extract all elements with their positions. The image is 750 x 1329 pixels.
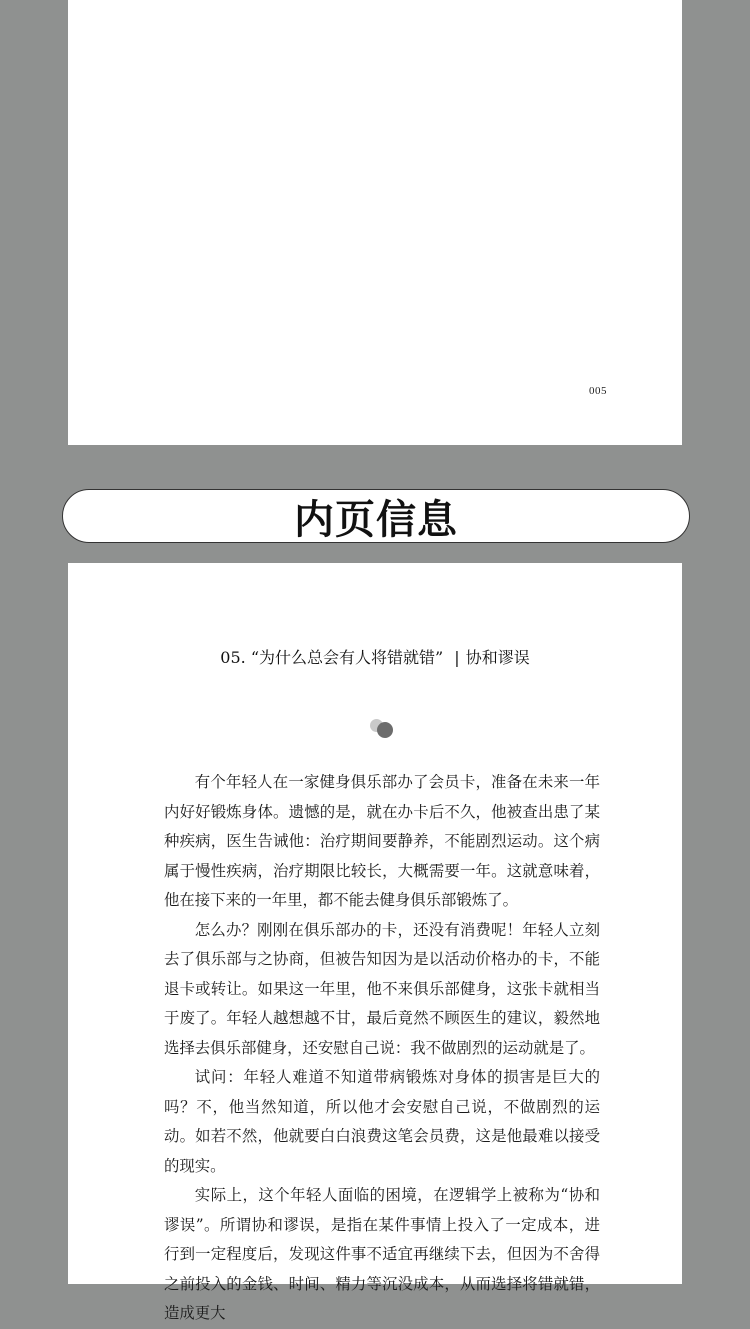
inner-page bbox=[68, 563, 682, 1322]
paragraph: 有个年轻人在一家健身俱乐部办了会员卡，准备在未来一年内好好锻炼身体。遗憾的是，就在办卡后不久，他被查出患了某种疾病，医生告诫他：治疗期间要静养，不能剧烈运动。这个病属于慢性疾病，治疗期限比较长，大概需要一年。这就意味着，他在接下来的一年里，都不能去健身俱乐部锻炼了。 bbox=[164, 773, 600, 909]
previous-page bbox=[68, 0, 682, 445]
chapter-separator: | bbox=[454, 648, 460, 667]
chapter-title: “为什么总会有人将错就错” bbox=[250, 648, 444, 667]
paragraph: 实际上，这个年轻人面临的困境，在逻辑学上被称为“协和谬误”。所谓协和谬误，是指在某件事情上投入了一定成本，进行到一定程度后，发现这件事不适宜再继续下去，但因为不舍得之前投入的金钱、时间、精力等沉没成本，从而选择将错就错，造成更大 bbox=[164, 1186, 600, 1322]
paragraph: 试问：年轻人难道不知道带病锻炼对身体的损害是巨大的吗？不，他当然知道，所以他才会安慰自己说，不做剧烈的运动。如若不然，他就要白白浪费这笔会员费，这是他最难以接受的现实。 bbox=[164, 1068, 600, 1175]
chapter-subtitle: 协和谬误 bbox=[465, 648, 530, 667]
paragraph: 怎么办？刚刚在俱乐部办的卡，还没有消费呢！年轻人立刻去了俱乐部与之协商，但被告知因为是以活动价格办的卡，不能退卡或转让。如果这一年里，他不来俱乐部健身，这张卡就相当于废了。年轻人越想越不甘，最后竟然不顾医生的建议，毅然地选择去俱乐部健身，还安慰自己说：我不做剧烈的运动就是了。 bbox=[164, 920, 600, 1057]
chapter-number: 05. bbox=[220, 648, 246, 667]
banner-title: 内页信息 bbox=[294, 496, 458, 543]
page-number: 005 bbox=[589, 385, 607, 397]
chapter-heading bbox=[68, 645, 682, 668]
body-text bbox=[164, 768, 600, 1329]
section-banner bbox=[62, 489, 690, 543]
dot-ornament-icon bbox=[370, 719, 394, 739]
